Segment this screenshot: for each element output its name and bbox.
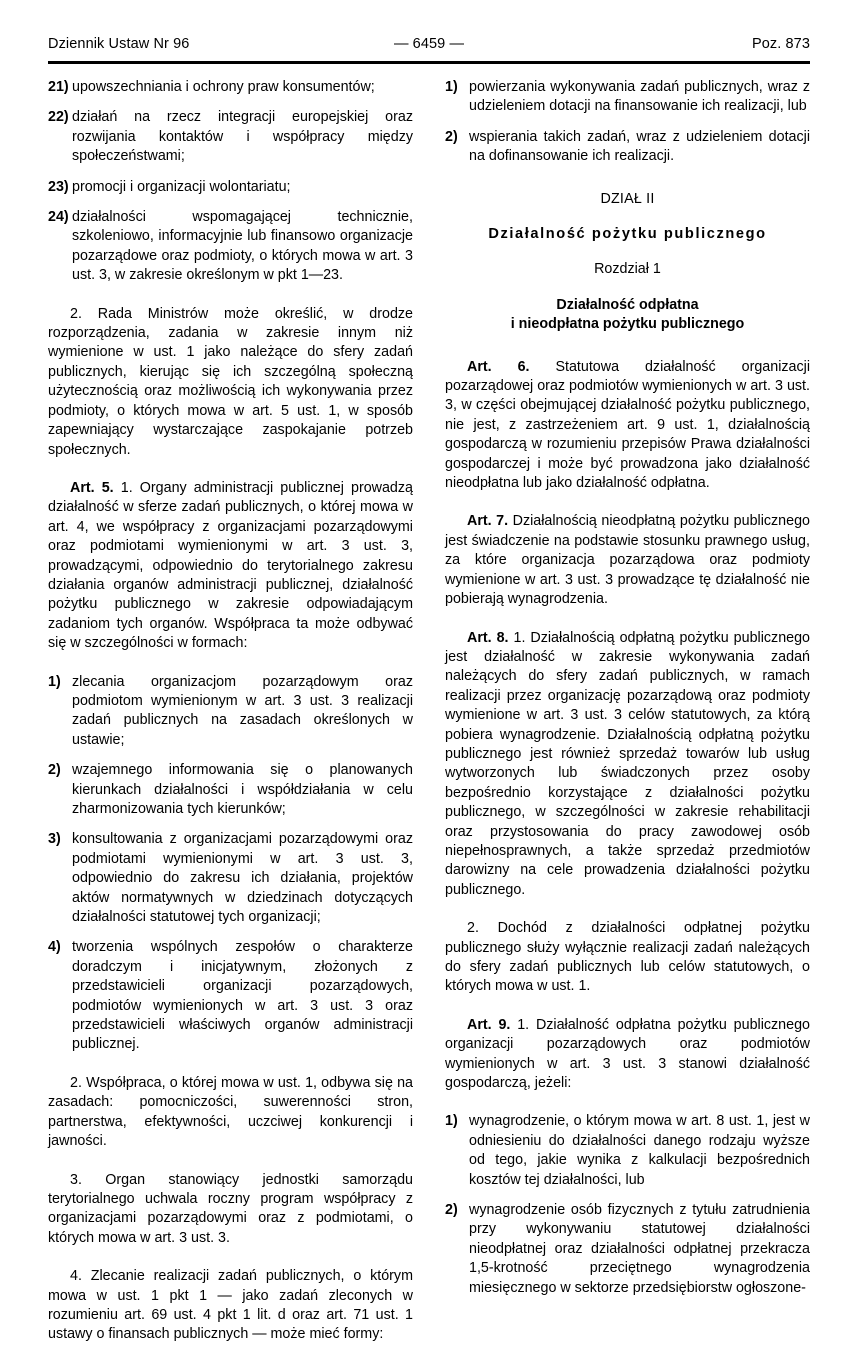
- article-label: Art. 7.: [467, 513, 509, 530]
- list-item: [48, 761, 413, 819]
- article-text: 1. Działalnością odpłatną pożytku publicznego jest działalność w zakresie wykonywania zadań należących do sfery zadań publicznych, w ramach realizacji przez organizację pozarządową oraz podmioty wymienione w art. 3 ust. 3 celów statutowych, za którą pobiera wynagrodzenie. Działalnością odpłatną pożytku publicznego jest również sprzedaż towarów lub usług wytworzonych lub świadczonych przez osoby bezpośrednio korzystające z działalności pożytku publicznego, w szczególności w zakresie rehabilitacji oraz przystosowania do pracy zawodowej osób niepełnosprawnych, a także sprzedaż przedmiotów darowizny na cele prowadzenia działalności pożytku publicznego.: [445, 629, 810, 898]
- article-text: Działalnością nieodpłatną pożytku publicznego jest świadczenie na podstawie stosunku prawnego usług, za które organizacja pozarządowa oraz podmioty wymienione w art. 3 ust. 3 prowadzące tę działalność nie pobierają wynagrodzenia.: [445, 513, 810, 608]
- paragraph-art8-2: 2. Dochód z działalności odpłatnej pożytku publicznego służy wyłącznie realizacji zadań należących do sfery zadań publicznych lub celów statutowych, o których mowa w ust. 1.: [445, 920, 810, 995]
- list-item: [48, 178, 413, 197]
- chapter-title-line-2: i nieodpłatna pożytku publicznego: [510, 315, 745, 332]
- chapter-title-line-1: Działalność odpłatna: [556, 296, 699, 313]
- paragraph-art5-3: 3. Organ stanowiący jednostki samorządu terytorialnego uchwala roczny program współpracy z organizacjami pozarządowymi oraz z podmiotami, o których mowa w art. 3 ust. 3.: [48, 1171, 413, 1246]
- list-item-text: zlecania organizacjom pozarządowym oraz podmiotom wymienionym w art. 3 ust. 3 realizacji zadań publicznych na zasadach określonych w ustawie;: [72, 673, 413, 748]
- list-item-text: wzajemnego informowania się o planowanych kierunkach działalności i współdziałania w celu zharmonizowania tych kierunków;: [72, 762, 413, 817]
- chapter-number: Rozdział 1: [594, 260, 661, 277]
- list-item: [48, 938, 413, 1054]
- list-item-text: promocji i organizacji wolontariatu;: [72, 178, 291, 195]
- division-number: DZIAŁ II: [600, 190, 655, 207]
- list-item-text: działalności wspomagającej technicznie, szkoleniowo, informacyjnie lub finansowo organizacje pozarządowe oraz podmioty, o których mowa w art. 3 ust. 3, w zakresie określonym w pkt 1—23.: [72, 209, 413, 284]
- paragraph-art5-4: 4. Zlecanie realizacji zadań publicznych, o którym mowa w ust. 1 pkt 1 — jako zadań zleconych w rozumieniu art. 69 ust. 4 pkt 1 lit. d oraz art. 71 ust. 1 ustawy o finansach publicznych — może mieć formy:: [48, 1268, 413, 1343]
- list-item-number: 24): [48, 209, 69, 226]
- running-head-left: Dziennik Ustaw Nr 96: [48, 36, 190, 52]
- header-rule: [48, 61, 810, 64]
- list-item: [48, 673, 413, 751]
- list-item-text: powierzania wykonywania zadań publicznych, wraz z udzieleniem dotacji na finansowanie ich realizacji, lub: [469, 79, 810, 115]
- list-item: [48, 108, 413, 166]
- list-item-number: 22): [48, 109, 69, 126]
- left-column: [48, 78, 413, 1343]
- list-item-text: upowszechniania i ochrony praw konsumentów;: [72, 79, 375, 95]
- list-item: [445, 128, 810, 167]
- list-item-number: 2): [445, 1202, 458, 1219]
- running-head-right: Poz. 873: [751, 36, 810, 52]
- list-item-number: 3): [48, 831, 61, 848]
- list-item: [48, 830, 413, 927]
- list-item: [445, 1201, 810, 1298]
- running-head-page-number: — 6459 —: [393, 36, 465, 52]
- article-text: Statutowa działalność organizacji pozarządowej oraz podmiotów wymienionych w art. 3 ust. 3, w części obejmującej działalność pożytku publicznego, nie jest, z zastrzeżeniem art. 9 ust. 1, działalnością gospodarczą w rozumieniu przepisów Prawa działalności gospodarczej i może być prowadzona jako działalność nieodpłatna lub jako działalność odpłatna.: [445, 358, 810, 492]
- paragraph-art5-2: 2. Współpraca, o której mowa w ust. 1, odbywa się na zasadach: pomocniczości, suwerenności stron, partnerstwa, efektywności, uczciwej konkurencji i jawności.: [48, 1074, 413, 1150]
- article-label: Art. 6.: [467, 358, 530, 375]
- paragraph-art6: [445, 358, 810, 494]
- paragraph-art4-2: 2. Rada Ministrów może określić, w drodze rozporządzenia, zadania w zakresie innym niż wymienione w ust. 1 jako należące do sfery zadań publicznych, kierując się ich szczególną społeczną użytecznością oraz możliwością ich wykonywania przez podmioty, o których mowa w art. 5 ust. 1, w sposób zapewniający wystarczające zaspokajanie potrzeb społecznych.: [48, 305, 413, 458]
- article-label: Art. 5.: [70, 479, 114, 496]
- paragraph-art7: [445, 512, 810, 609]
- list-item-number: 23): [48, 178, 69, 195]
- two-column-body: [48, 78, 810, 1343]
- list-item-number: 1): [445, 1113, 458, 1130]
- running-head: [48, 36, 810, 52]
- list-item-text: konsultowania z organizacjami pozarządowymi oraz podmiotami wymienionymi w art. 3 ust. 3, odpowiednio do zakresu ich działania, projektów aktów normatywnych w dziedzinach dotyczących działalności statutowej tych organizacji;: [72, 831, 413, 926]
- list-item-number: 2): [48, 762, 61, 779]
- list-item: [48, 208, 413, 286]
- right-column: [445, 78, 810, 1296]
- list-item-number: 2): [445, 128, 458, 145]
- list-item: [48, 78, 413, 97]
- article-label: Art. 8.: [467, 629, 509, 646]
- list-item-number: 21): [48, 79, 69, 95]
- paragraph-art5-1: [48, 479, 413, 654]
- list-item-text: wynagrodzenie osób fizycznych z tytułu zatrudnienia przy wykonywaniu statutowej działalności nieodpłatnej oraz działalności odpłatnej przekracza 1,5-krotność przeciętnego wynagrodzenia miesięcznego w sektorze przedsiębiorstw ogłoszone-: [469, 1202, 810, 1296]
- list-item-text: działań na rzecz integracji europejskiej oraz rozwijania kontaktów i współpracy między społeczeństwami;: [72, 109, 413, 165]
- list-item-text: wynagrodzenie, o którym mowa w art. 8 ust. 1, jest w odniesieniu do działalności danego rodzaju wyższe od tego, jakie wynika z kalkulacji bezpośrednich kosztów tej działalności, lub: [469, 1113, 810, 1188]
- list-item-number: 1): [48, 673, 61, 690]
- list-item: [445, 78, 810, 117]
- paragraph-art8-1: [445, 629, 810, 901]
- list-item-number: 1): [445, 79, 458, 95]
- division-title: Działalność pożytku publicznego: [488, 225, 767, 242]
- paragraph-art9-1: [445, 1016, 810, 1094]
- article-text: 1. Organy administracji publicznej prowadzą działalność w sferze zadań publicznych, o której mowa w art. 4, we współpracy z organizacjami pozarządowymi oraz podmiotami wymienionymi w art. 3 ust. 3, prowadzącymi, odpowiednio do terytorialnego zakresu działania organów administracji publicznej, działalność pożytku publicznego w zakresie odpowiadającym zadaniom tych organów. Współpraca ta może odbywać się w szczególności w formach:: [48, 479, 413, 652]
- list-item-text: wspierania takich zadań, wraz z udzieleniem dotacji na dofinansowanie ich realizacji.: [469, 128, 810, 165]
- article-label: Art. 9.: [467, 1016, 511, 1033]
- list-item: [445, 1112, 810, 1190]
- list-item-text: tworzenia wspólnych zespołów o charakterze doradczym i inicjatywnym, złożonych z przedstawicieli organizacji pozarządowych, podmiotów wymienionych w art. 3 ust. 3 oraz przedstawicieli właściwych organów administracji publicznej.: [72, 939, 413, 1053]
- article-text: 1. Działalność odpłatna pożytku publicznego organizacji pozarządowych oraz podmiotów wymienionych w art. 3 ust. 3 stanowi działalność gospodarczą, jeżeli:: [445, 1016, 810, 1092]
- list-item-number: 4): [48, 939, 61, 956]
